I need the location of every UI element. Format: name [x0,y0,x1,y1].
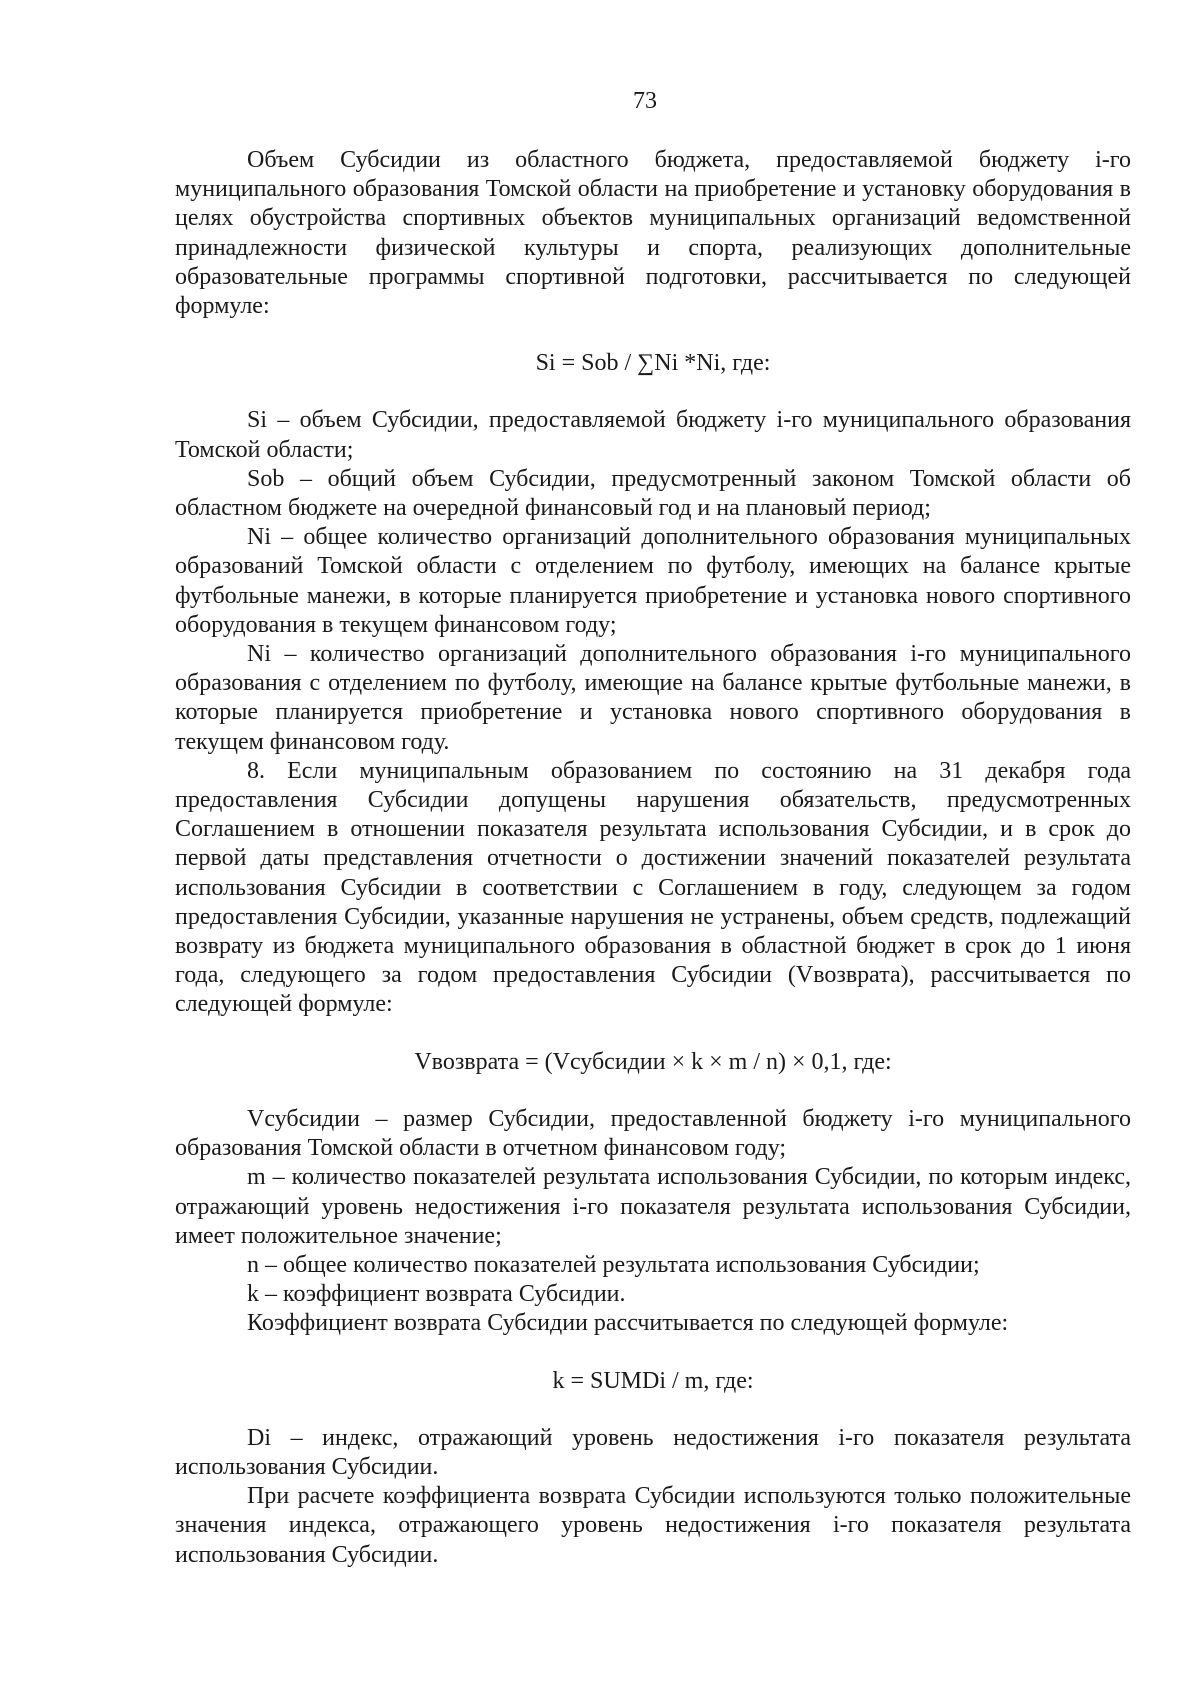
formula-si: Si = Sob / ∑Ni *Ni, где: [535,350,771,377]
definition-sob: Sob – общий объем Субсидии, предусмотренный законом Томской области об областном бюджете на очередной финансовый год и на плановый период; [175,465,1131,522]
formula-k: k = SUMDi / m, где: [552,1367,754,1394]
definition-vsubsidii: Vсубсидии – размер Субсидии, предоставленной бюджету i-го муниципального образования Томской области в отчетном финансовом году; [175,1105,1131,1162]
paragraph-positive-values: При расчете коэффициента возврата Субсидии используются только положительные значения индекса, отражающего уровень недостижения i-го показателя результата использования Субсидии. [175,1483,1131,1568]
definition-m: m – количество показателей результата использования Субсидии, по которым индекс, отражающий уровень недостижения i-го показателя результата использования Субсидии, имеет положительное значение; [175,1164,1131,1249]
formula-vvozvrata: Vвозврата = (Vсубсидии × k × m / n) × 0,1, где: [414,1048,892,1075]
page-number: 73 [633,88,657,114]
definition-si: Si – объем Субсидии, предоставляемой бюджету i-го муниципального образования Томской области; [175,407,1131,463]
definition-n: n – общее количество показателей результата использования Субсидии; [247,1251,980,1278]
paragraph-k-formula-intro: Коэффициент возврата Субсидии рассчитывается по следующей формуле: [247,1310,1009,1337]
document-body [175,146,1131,1570]
paragraph-subsidy-volume: Объем Субсидии из областного бюджета, предоставляемой бюджету i-го муниципального образования Томской области на приобретение и установку оборудования в целях обустройства спортивных объектов муниципальных организаций ведомственной принадлежности физической культуры и спорта, реализующих дополнительные образовательные программы спортивной подготовки, рассчитывается по следующей формуле: [175,147,1131,320]
definition-k: k – коэффициент возврата Субсидии. [247,1281,626,1308]
definition-ni: Ni – количество организаций дополнительного образования i-го муниципального образования с отделением по футболу, имеющие на балансе крытые футбольные манежи, в которые планируется приобретение и установка нового спортивного оборудования в текущем финансовом году. [175,641,1131,755]
definition-di: Di – индекс, отражающий уровень недостижения i-го показателя результата использования Субсидии. [175,1424,1131,1480]
paragraph-item-8: 8. Если муниципальным образованием по состоянию на 31 декабря года предоставления Субсидии допущены нарушения обязательств, предусмотренных Соглашением в отношении показателя результата использования Субсидии, и в срок до первой даты представления отчетности о достижении значений показателей результата использования Субсидии в соответствии с Соглашением в году, следующем за годом предоставления Субсидии, указанные нарушения не устранены, объем средств, подлежащий возврату из бюджета муниципального образования в областной бюджет в срок до 1 июня года, следующего за годом предоставления Субсидии (Vвозврата), рассчитывается по следующей формуле: [175,757,1131,1018]
definition-sum-ni: Ni – общее количество организаций дополнительного образования муниципальных образований Томской области с отделением по футболу, имеющих на балансе крытые футбольные манежи, в которые планируется приобретение и установка нового спортивного оборудования в текущем финансовом году; [175,524,1131,638]
